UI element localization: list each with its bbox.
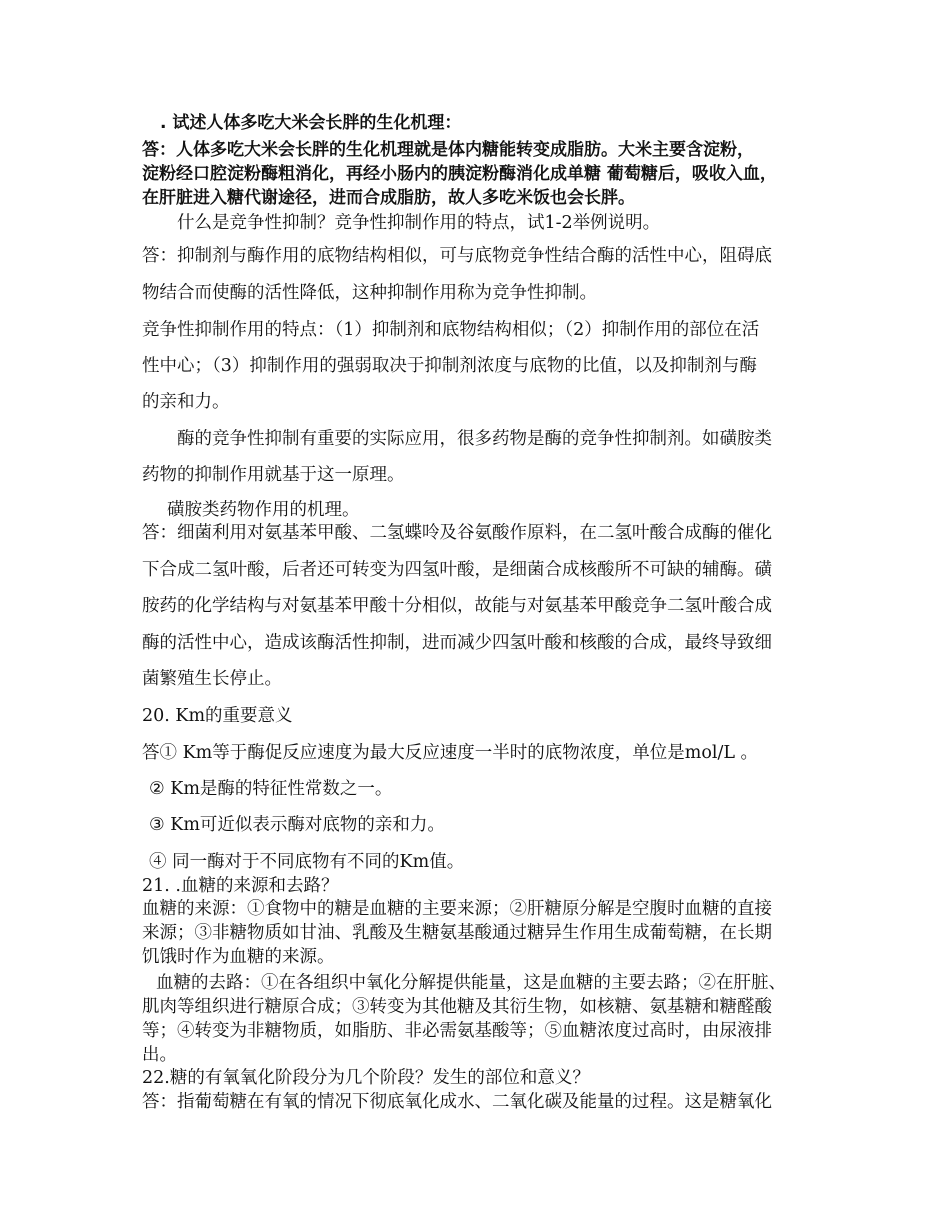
paragraph-line: 性中心；（3）抑制作用的强弱取决于抑制剂浓度与底物的比值，以及抑制剂与酶 bbox=[142, 356, 757, 376]
answer-line: 答：指葡萄糖在有氧的情况下彻底氧化成水、二氧化碳及能量的过程。这是糖氧化 bbox=[142, 1092, 772, 1112]
answer-line: 等；④转变为非糖物质，如脂肪、非必需氨基酸等；⑤血糖浓度过高时，由尿液排 bbox=[142, 1021, 772, 1041]
answer-line: 物结合而使酶的活性降低，这种抑制作用称为竞争性抑制。 bbox=[142, 283, 597, 303]
answer-line: 淀粉经口腔淀粉酶粗消化，再经小肠内的胰淀粉酶消化成单糖 葡萄糖后，吸收入血， bbox=[142, 164, 777, 184]
answer-line: 酶的活性中心，造成该酶活性抑制，进而减少四氢叶酸和核酸的合成，最终导致细 bbox=[142, 633, 772, 653]
answer-line: 来源；③非糖物质如甘油、乳酸及生糖氨基酸通过糖异生作用生成葡萄糖，在长期 bbox=[142, 923, 772, 943]
answer-line: 答① Km等于酶促反应速度为最大反应速度一半时的底物浓度，单位是mol/L 。 bbox=[142, 743, 759, 763]
answer-line: 下合成二氢叶酸，后者还可转变为四氢叶酸，是细菌合成核酸所不可缺的辅酶。磺 bbox=[142, 560, 772, 580]
question-heading: 磺胺类药物作用的机理。 bbox=[167, 500, 360, 520]
answer-line: 答：抑制剂与酶作用的底物结构相似，可与底物竞争性结合酶的活性中心，阻碍底 bbox=[142, 246, 772, 266]
answer-line: 胺药的化学结构与对氨基苯甲酸十分相似，故能与对氨基苯甲酸竞争二氢叶酸合成 bbox=[142, 596, 772, 616]
question-heading: . 试述人体多吃大米会长胖的生化机理： bbox=[160, 113, 462, 133]
question-heading: 什么是竞争性抑制？竞争性抑制作用的特点，试1-2举例说明。 bbox=[177, 213, 661, 233]
answer-line: 血糖的去路：①在各组织中氧化分解提供能量，这是血糖的主要去路；②在肝脏、 bbox=[156, 973, 786, 993]
answer-line: ② Km是酶的特征性常数之一。 bbox=[149, 779, 393, 799]
paragraph-line: 药物的抑制作用就基于这一原理。 bbox=[142, 465, 405, 485]
answer-line: 菌繁殖生长停止。 bbox=[142, 669, 282, 689]
question-heading: 21. .血糖的来源和去路？ bbox=[142, 876, 339, 896]
answer-line: 饥饿时作为血糖的来源。 bbox=[142, 947, 335, 967]
answer-line: 答：细菌利用对氨基苯甲酸、二氢蝶呤及谷氨酸作原料，在二氢叶酸合成酶的催化 bbox=[142, 523, 772, 543]
answer-line: 肌肉等组织进行糖原合成；③转变为其他糖及其衍生物，如核糖、氨基糖和糖醛酸 bbox=[142, 997, 772, 1017]
paragraph-line: 酶的竞争性抑制有重要的实际应用，很多药物是酶的竞争性抑制剂。如磺胺类 bbox=[177, 429, 772, 449]
answer-line: 答：人体多吃大米会长胖的生化机理就是体内糖能转变成脂肪。大米主要含淀粉， bbox=[142, 140, 754, 160]
answer-line: 血糖的来源：①食物中的糖是血糖的主要来源；②肝糖原分解是空腹时血糖的直接 bbox=[142, 899, 772, 919]
answer-line: ③ Km可近似表示酶对底物的亲和力。 bbox=[149, 815, 445, 835]
answer-line: 出。 bbox=[142, 1045, 177, 1065]
answer-line: 在肝脏进入糖代谢途径，进而合成脂肪，故人多吃米饭也会长胖。 bbox=[142, 188, 635, 208]
paragraph-line: 的亲和力。 bbox=[142, 392, 230, 412]
question-heading: 22.糖的有氧氧化阶段分为几个阶段？发生的部位和意义？ bbox=[142, 1068, 590, 1088]
answer-line: ④ 同一酶对于不同底物有不同的Km值。 bbox=[149, 852, 465, 872]
question-heading: 20. Km的重要意义 bbox=[142, 706, 293, 726]
paragraph-line: 竞争性抑制作用的特点：（1）抑制剂和底物结构相似；（2）抑制作用的部位在活 bbox=[142, 320, 760, 340]
